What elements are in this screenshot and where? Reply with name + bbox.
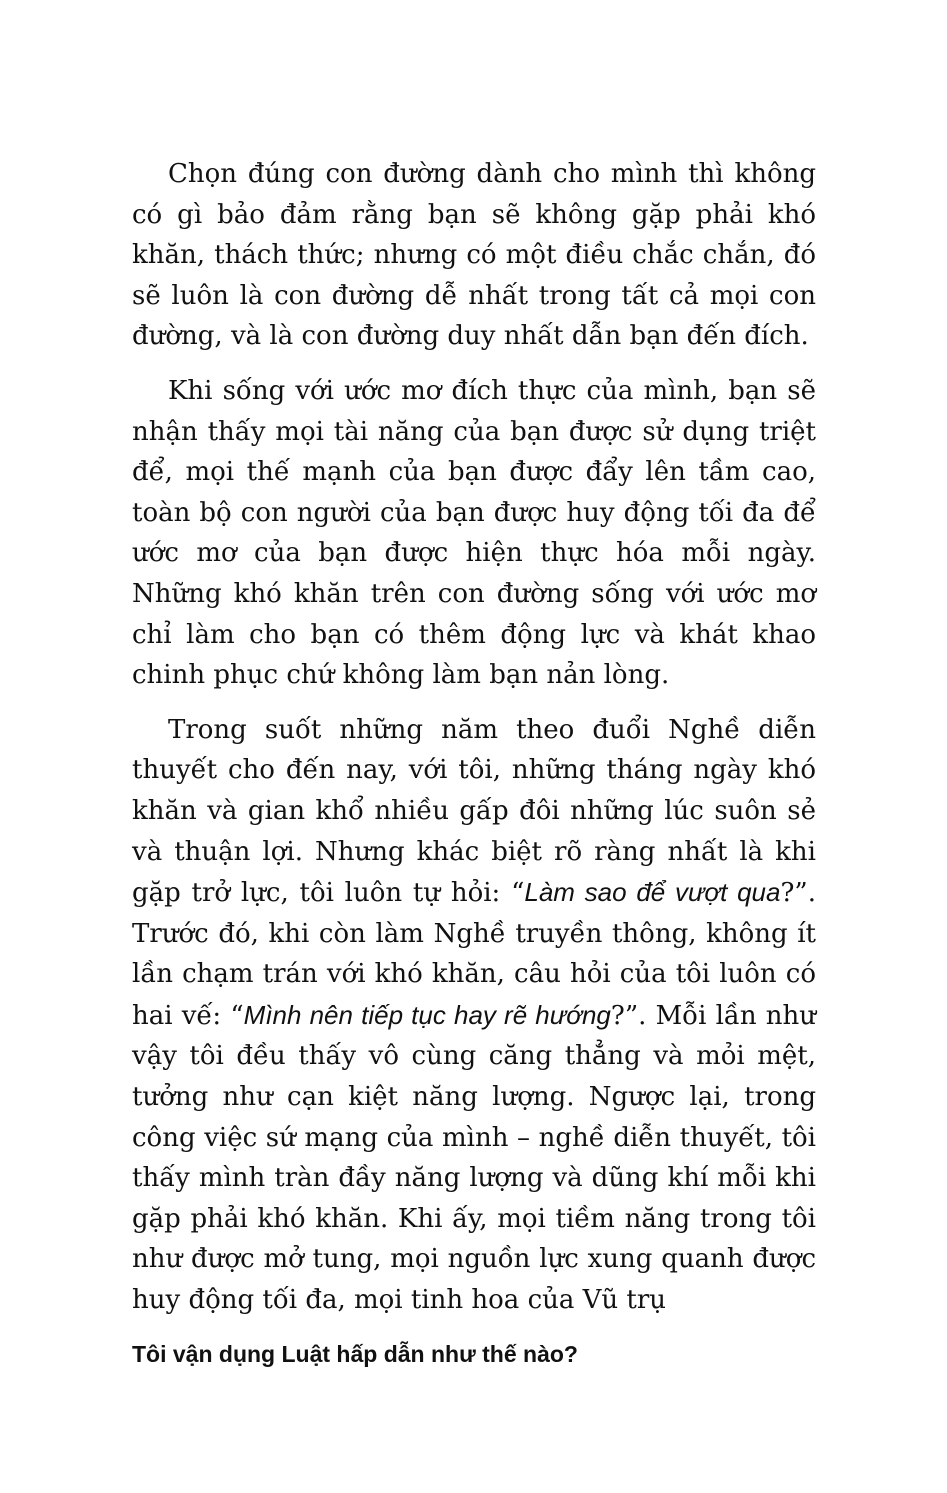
paragraph-3-text-a: Trong suốt những năm theo đuổi Nghề diễn thuyết cho đến nay, với tôi, những tháng ngày khó khăn và gian khổ nhiều gấp đôi những lúc suôn sẻ và thuận lợi. Nhưng khác biệt rõ ràng nhất là khi gặp trở lực, tôi luôn tự hỏi: “ [132, 714, 816, 909]
quote-how-to-overcome: Làm sao để vượt qua [524, 877, 781, 908]
paragraph-2: Khi sống với ước mơ đích thực của mình, bạn sẽ nhận thấy mọi tài năng của bạn được sử dụng triệt để, mọi thế mạnh của bạn được đẩy lên tầm cao, toàn bộ con người của bạn được huy động tối đa để ước mơ của bạn được hiện thực hóa mỗi ngày. Những khó khăn trên con đường sống với ước mơ chỉ làm cho bạn có thêm động lực và khát khao chinh phục chứ không làm bạn nản lòng. [132, 375, 816, 691]
paragraph-3 [132, 710, 816, 1321]
body-text [132, 154, 816, 1335]
paragraph-1: Chọn đúng con đường dành cho mình thì không có gì bảo đảm rằng bạn sẽ không gặp phải khó khăn, thách thức; nhưng có một điều chắc chắn, đó sẽ luôn là con đường dễ nhất trong tất cả mọi con đường, và là con đường duy nhất dẫn bạn đến đích. [132, 159, 816, 352]
chapter-footer-title: Tôi vận dụng Luật hấp dẫn như thế nào? [132, 1341, 578, 1367]
quote-continue-or-turn: Mình nên tiếp tục hay rẽ hướng [243, 999, 611, 1030]
paragraph-3-text-b: ?”. Trước đó, khi còn làm Nghề truyền thông, không ít lần chạm trán với khó khăn, câu hỏi của tôi luôn có hai vế: “ [132, 878, 816, 1031]
paragraph-3-text-c: ?”. Mỗi lần như vậy tôi đều thấy vô cùng căng thẳng và mỏi mệt, tưởng như cạn kiệt năng lượng. Ngược lại, trong công việc sứ mạng của mình – nghề diễn thuyết, tôi thấy mình tràn đầy năng lượng và dũng khí mỗi khi gặp phải khó khăn. Khi ấy, mọi tiềm năng trong tôi như được mở tung, mọi nguồn lực xung quanh được huy động tối đa, mọi tinh hoa của Vũ trụ [132, 1000, 816, 1316]
